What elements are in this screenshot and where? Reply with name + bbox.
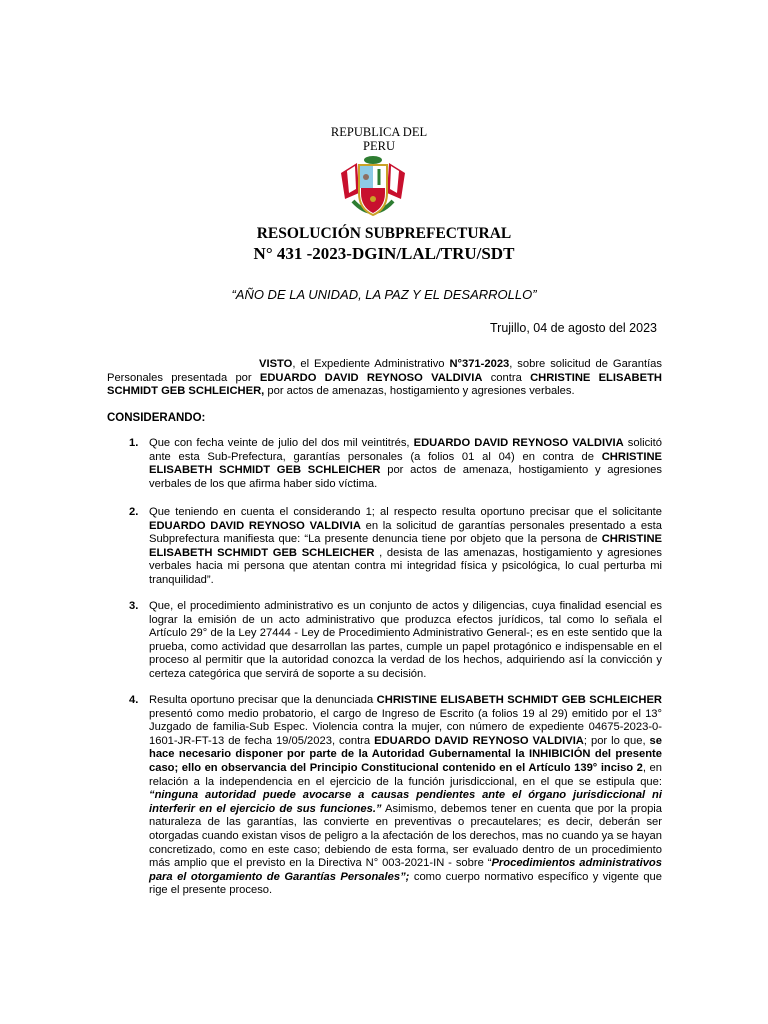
list-item: 3. Que, el procedimiento administrativo es un conjunto de actos y diligencias, cuya finalidad esencial es lograr la emisión de un acto administrativo que produzca efectos jurídicos, tal como lo señala el Artículo 29° de la Ley 27444 - Ley de Procedimiento Administrativo General-; es en este sentido que la prueba, como actividad que desarrollan las partes, cumple un papel protagónico e indispensable en el proceso al permitir que la autoridad conozca la verdad de los hechos, adquiriendo así la convicción y certeza categórica que servirá de soporte a su decisión. bbox=[129, 600, 662, 680]
resolution-number: N° 431 -2023-DGIN/LAL/TRU/SDT bbox=[253, 244, 515, 263]
country-line-2: PERU bbox=[363, 139, 395, 153]
list-item: 4. Resulta oportuno precisar que la denunciada CHRISTINE ELISABETH SCHMIDT GEB SCHLEICHER presentó como medio probatorio, el cargo de Ingreso de Escrito (a folios 19 al 29) emitido por el 13° Juzgado de familia-Sub Espec. Violencia contra la mujer, con número de expediente 04675-2023-0-1601-JR-FT-13 de fecha 19/05/2023, contra EDUARDO DAVID REYNOSO VALDIVIA; por lo que, se hace necesario disponer por parte de la Autoridad Gubernamental la INHIBICIÓN del presente caso; ello en observancia del Principio Constitucional contenido en el Artículo 139° inciso 2, en relación a la independencia en el ejercicio de la función jurisdiccional, en el que se estipula que: “ninguna autoridad puede avocarse a causas pendientes ante el órgano jurisdiccional ni interferir en el ejercicio de sus funciones.” Asimismo, debemos tener en cuenta que por la propia naturaleza de las garantías, las convierte en preventivas o precautelares; es decir, deberán ser otorgadas cuando existan visos de peligro a la afectación de los derechos, mas no cuando ya se hayan concretizado, como en este caso; debiendo de esta forma, ser evaluado dentro de un procedimiento más amplio que el previsto en la Directiva N° 003-2021-IN - sobre “Procedimientos administrativos para el otorgamiento de Garantías Personales”; como cuerpo normativo específico y vigente que rige el presente proceso. bbox=[129, 694, 662, 897]
year-motto: “AÑO DE LA UNIDAD, LA PAZ Y EL DESARROLLO” bbox=[231, 287, 537, 302]
peru-coat-of-arms-icon bbox=[339, 153, 407, 223]
list-item: 2. Que teniendo en cuenta el considerando 1; al respecto resulta oportuno precisar que el solicitante EDUARDO DAVID REYNOSO VALDIVIA en la solicitud de garantías personales presentado a esta Subprefectura manifiesta que: “La presente denuncia tiene por objeto que la persona de CHRISTINE ELISABETH SCHMIDT GEB SCHLEICHER , desista de las amenazas, hostigamiento y agresiones verbales hacia mi persona que atentan contra mi integridad física y psicológica, lo cual perturba mi tranquilidad”. bbox=[129, 506, 662, 586]
considerando-heading: CONSIDERANDO: bbox=[107, 412, 206, 424]
list-item: 1. Que con fecha veinte de julio del dos mil veintitrés, EDUARDO DAVID REYNOSO VALDIVIA solicitó ante esta Sub-Prefectura, garantías personales (a folios 01 al 04) en contra de CHRISTINE ELISABETH SCHMIDT GEB SCHLEICHER por actos de amenaza, hostigamiento y agresiones verbales de los que afirma haber sido víctima. bbox=[129, 437, 662, 490]
country-line-1: REPUBLICA DEL bbox=[330, 125, 428, 139]
place-date: Trujillo, 04 de agosto del 2023 bbox=[489, 321, 657, 335]
resolution-title: RESOLUCIÓN SUBPREFECTURAL bbox=[256, 225, 512, 242]
country-header bbox=[0, 125, 768, 153]
visto-paragraph: VISTO, el Expediente Administrativo N°371-2023, sobre solicitud de Garantías Personales presentada por EDUARDO DAVID REYNOSO VALDIVIA contra CHRISTINE ELISABETH SCHMIDT GEB SCHLEICHER, por actos de amenazas, hostigamiento y agresiones verbales. bbox=[107, 358, 662, 398]
